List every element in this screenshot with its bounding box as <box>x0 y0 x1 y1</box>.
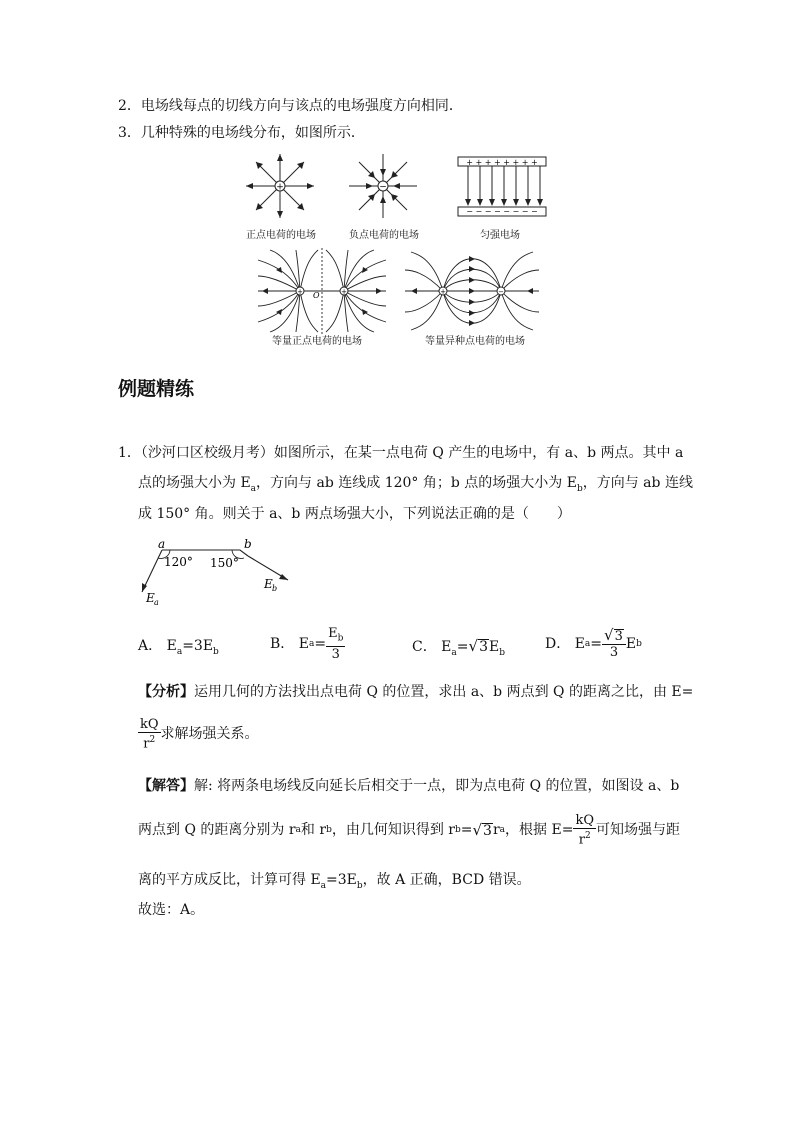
point-b-label: b <box>244 537 252 551</box>
caption-negative: 负点电荷的电场 <box>349 230 419 241</box>
minus-sign: − <box>379 182 387 193</box>
fraction: $\frac{kQ}{r^2}$ <box>140 716 159 752</box>
uniform-field-figure <box>456 155 550 220</box>
caption-positive: 正点电荷的电场 <box>246 230 316 241</box>
caption-equal-positive: 等量正点电荷的电场 <box>272 336 362 347</box>
angle-120-label: 120° <box>164 555 193 569</box>
solution-line-1: 【解答】解: 将两条电场线反向延长后相交于一点，即为点电荷 Q 的位置，如图设 a、b <box>138 778 680 794</box>
plus-row: + + + + + + + + <box>466 158 538 167</box>
solution-answer: 故选：A。 <box>138 902 205 918</box>
solution-line-3: 离的平方成反比，计算可得 $E_a=3E_b$，故 A 正确，BCD 错误。 <box>138 872 531 891</box>
caption-uniform: 匀强电场 <box>480 230 520 241</box>
angle-150-label: 150° <box>210 556 239 570</box>
fraction: $\frac{kQ}{r^2}$ <box>575 812 594 848</box>
option-a[interactable]: A． $E_a=3E_b$ <box>138 638 219 657</box>
ea-label: E <box>146 591 155 605</box>
option-c[interactable]: C． $E_a=√3E_b$ <box>412 637 505 658</box>
plus-sign: + <box>341 288 347 296</box>
option-d[interactable]: D． E a = $\frac{√3}{3}$ E b <box>545 626 642 660</box>
section-title: 例题精练 <box>118 378 195 400</box>
ea-sub: a <box>154 598 159 607</box>
opposite-charges-figure <box>403 248 541 334</box>
caption-opposite: 等量异种点电荷的电场 <box>425 336 525 347</box>
solution-tag: 【解答】 <box>138 778 194 794</box>
origin-label: O <box>313 291 320 300</box>
minus-row: − − − − − − − − <box>466 207 538 216</box>
analysis-line-1: 【分析】运用几何的方法找出点电荷 Q 的位置，求出 a、b 两点到 Q 的距离之比，由 E= <box>138 684 694 700</box>
question-line-1: 1．（沙河口区校级月考）如图所示，在某一点电荷 Q 产生的电场中，有 a、b 两点。其中 a <box>118 445 684 461</box>
point-a-label: a <box>158 537 166 551</box>
fraction: $\frac{√3}{3}$ <box>602 628 626 660</box>
option-b[interactable]: B． E a = $\frac{E_b}{3}$ <box>270 625 344 663</box>
fraction: $\frac{E_b}{3}$ <box>328 625 344 663</box>
intro-line-3: 3．几种特殊的电场线分布，如图所示． <box>118 125 365 141</box>
minus-sign: − <box>498 288 504 296</box>
question-line-2: 点的场强大小为 $E_a$，方向与 ab 连线成 120° 角；b 点的场强大小为 $E_b$，方向与 ab 连线 <box>138 475 693 494</box>
question-line-3: 成 150° 角。则关于 a、b 两点场强大小，下列说法正确的是（ ） <box>138 506 571 522</box>
negative-charge-field-figure <box>343 150 423 222</box>
analysis-line-2: $\frac{kQ}{r^2}$ 求解场强关系。 <box>140 716 259 752</box>
plus-sign: + <box>440 288 446 296</box>
eb-label: E <box>264 577 273 591</box>
plus-sign: + <box>276 182 284 193</box>
solution-line-2: 两点到 Q 的距离分别为 r a 和 r b ，由几何知识得到 r b = √ 3 r a ，根据 E= $\frac{kQ}{r^2}$ 可知场强与距 <box>138 812 680 848</box>
question-diagram <box>136 536 296 608</box>
eb-sub: b <box>272 584 278 593</box>
equal-positive-charges-figure <box>256 248 388 334</box>
analysis-tag: 【分析】 <box>138 684 194 700</box>
positive-charge-field-figure <box>240 150 320 222</box>
plus-sign: + <box>297 288 303 296</box>
intro-line-2: 2．电场线每点的切线方向与该点的电场强度方向相同． <box>118 98 463 114</box>
